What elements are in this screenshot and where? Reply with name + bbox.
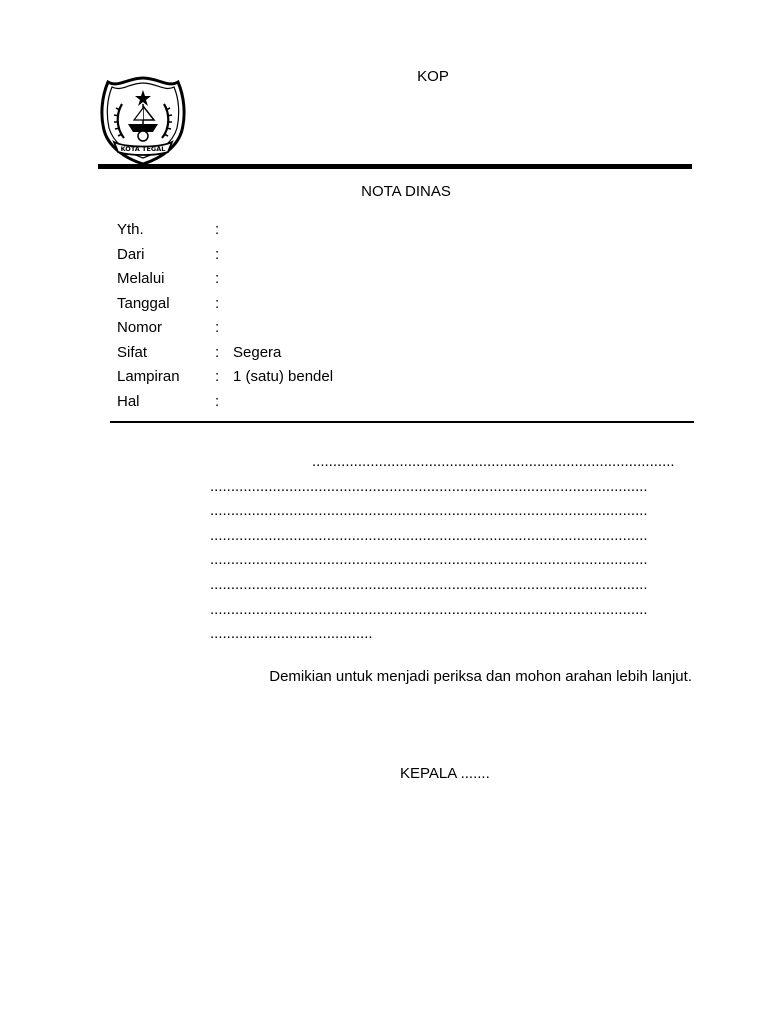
header-field-value: Segera [233, 343, 282, 361]
header-field-value: 1 (satu) bendel [233, 368, 334, 385]
header-field-label: Dari [117, 245, 145, 263]
letterhead-label: KOP [417, 68, 449, 85]
closing-sentence: Demikian untuk menjadi periksa dan mohon arahan lebih lanjut. [269, 668, 692, 685]
body-dotted-line [210, 477, 692, 502]
header-divider [110, 421, 694, 423]
header-field-label: Sifat [117, 343, 148, 361]
body-dotted-line-text: ......................................................................................................... [210, 600, 648, 618]
kota-tegal-emblem-logo [96, 74, 190, 166]
body-dotted-line-text: ......................................................................................................... [210, 551, 648, 569]
body-dotted-line-text: ......................................................................................................... [210, 477, 648, 495]
signature-title: KEPALA ....... [400, 765, 490, 782]
body-dotted-line [210, 575, 692, 600]
header-field-colon: : [215, 319, 220, 336]
header-field-colon: : [215, 368, 220, 385]
header-field-colon: : [215, 343, 220, 361]
header-field-label: Tanggal [117, 294, 170, 312]
body-dotted-line-text: ....................................... [210, 625, 373, 643]
body-dotted-line [210, 526, 692, 551]
header-field-label: Hal [117, 392, 140, 410]
header-field-colon: : [215, 294, 220, 312]
logo-banner-text: KOTA TEGAL [120, 145, 166, 153]
letterhead-divider [98, 164, 692, 169]
header-field-label: Nomor [117, 319, 163, 336]
body-dotted-line [210, 550, 692, 575]
header-field-colon: : [215, 245, 220, 263]
body-dotted-line [210, 501, 692, 526]
header-field-label: Yth. [117, 221, 144, 238]
body-placeholder-text [210, 452, 692, 649]
body-dotted-line [210, 600, 692, 625]
body-dotted-line [210, 452, 692, 477]
body-dotted-line-text: ......................................................................................................... [210, 502, 648, 520]
document-title: NOTA DINAS [361, 183, 451, 200]
body-dotted-line-text: ......................................................................................................... [210, 575, 648, 593]
header-field-colon: : [215, 221, 220, 238]
body-dotted-line-text: ......................................................................................................... [210, 526, 648, 544]
header-field-label: Lampiran [117, 368, 180, 385]
body-dotted-line-text: ....................................................................................... [312, 453, 675, 470]
body-dotted-line [210, 624, 692, 649]
header-field-colon: : [215, 270, 220, 287]
header-field-colon: : [215, 392, 220, 410]
header-field-label: Melalui [117, 270, 165, 287]
